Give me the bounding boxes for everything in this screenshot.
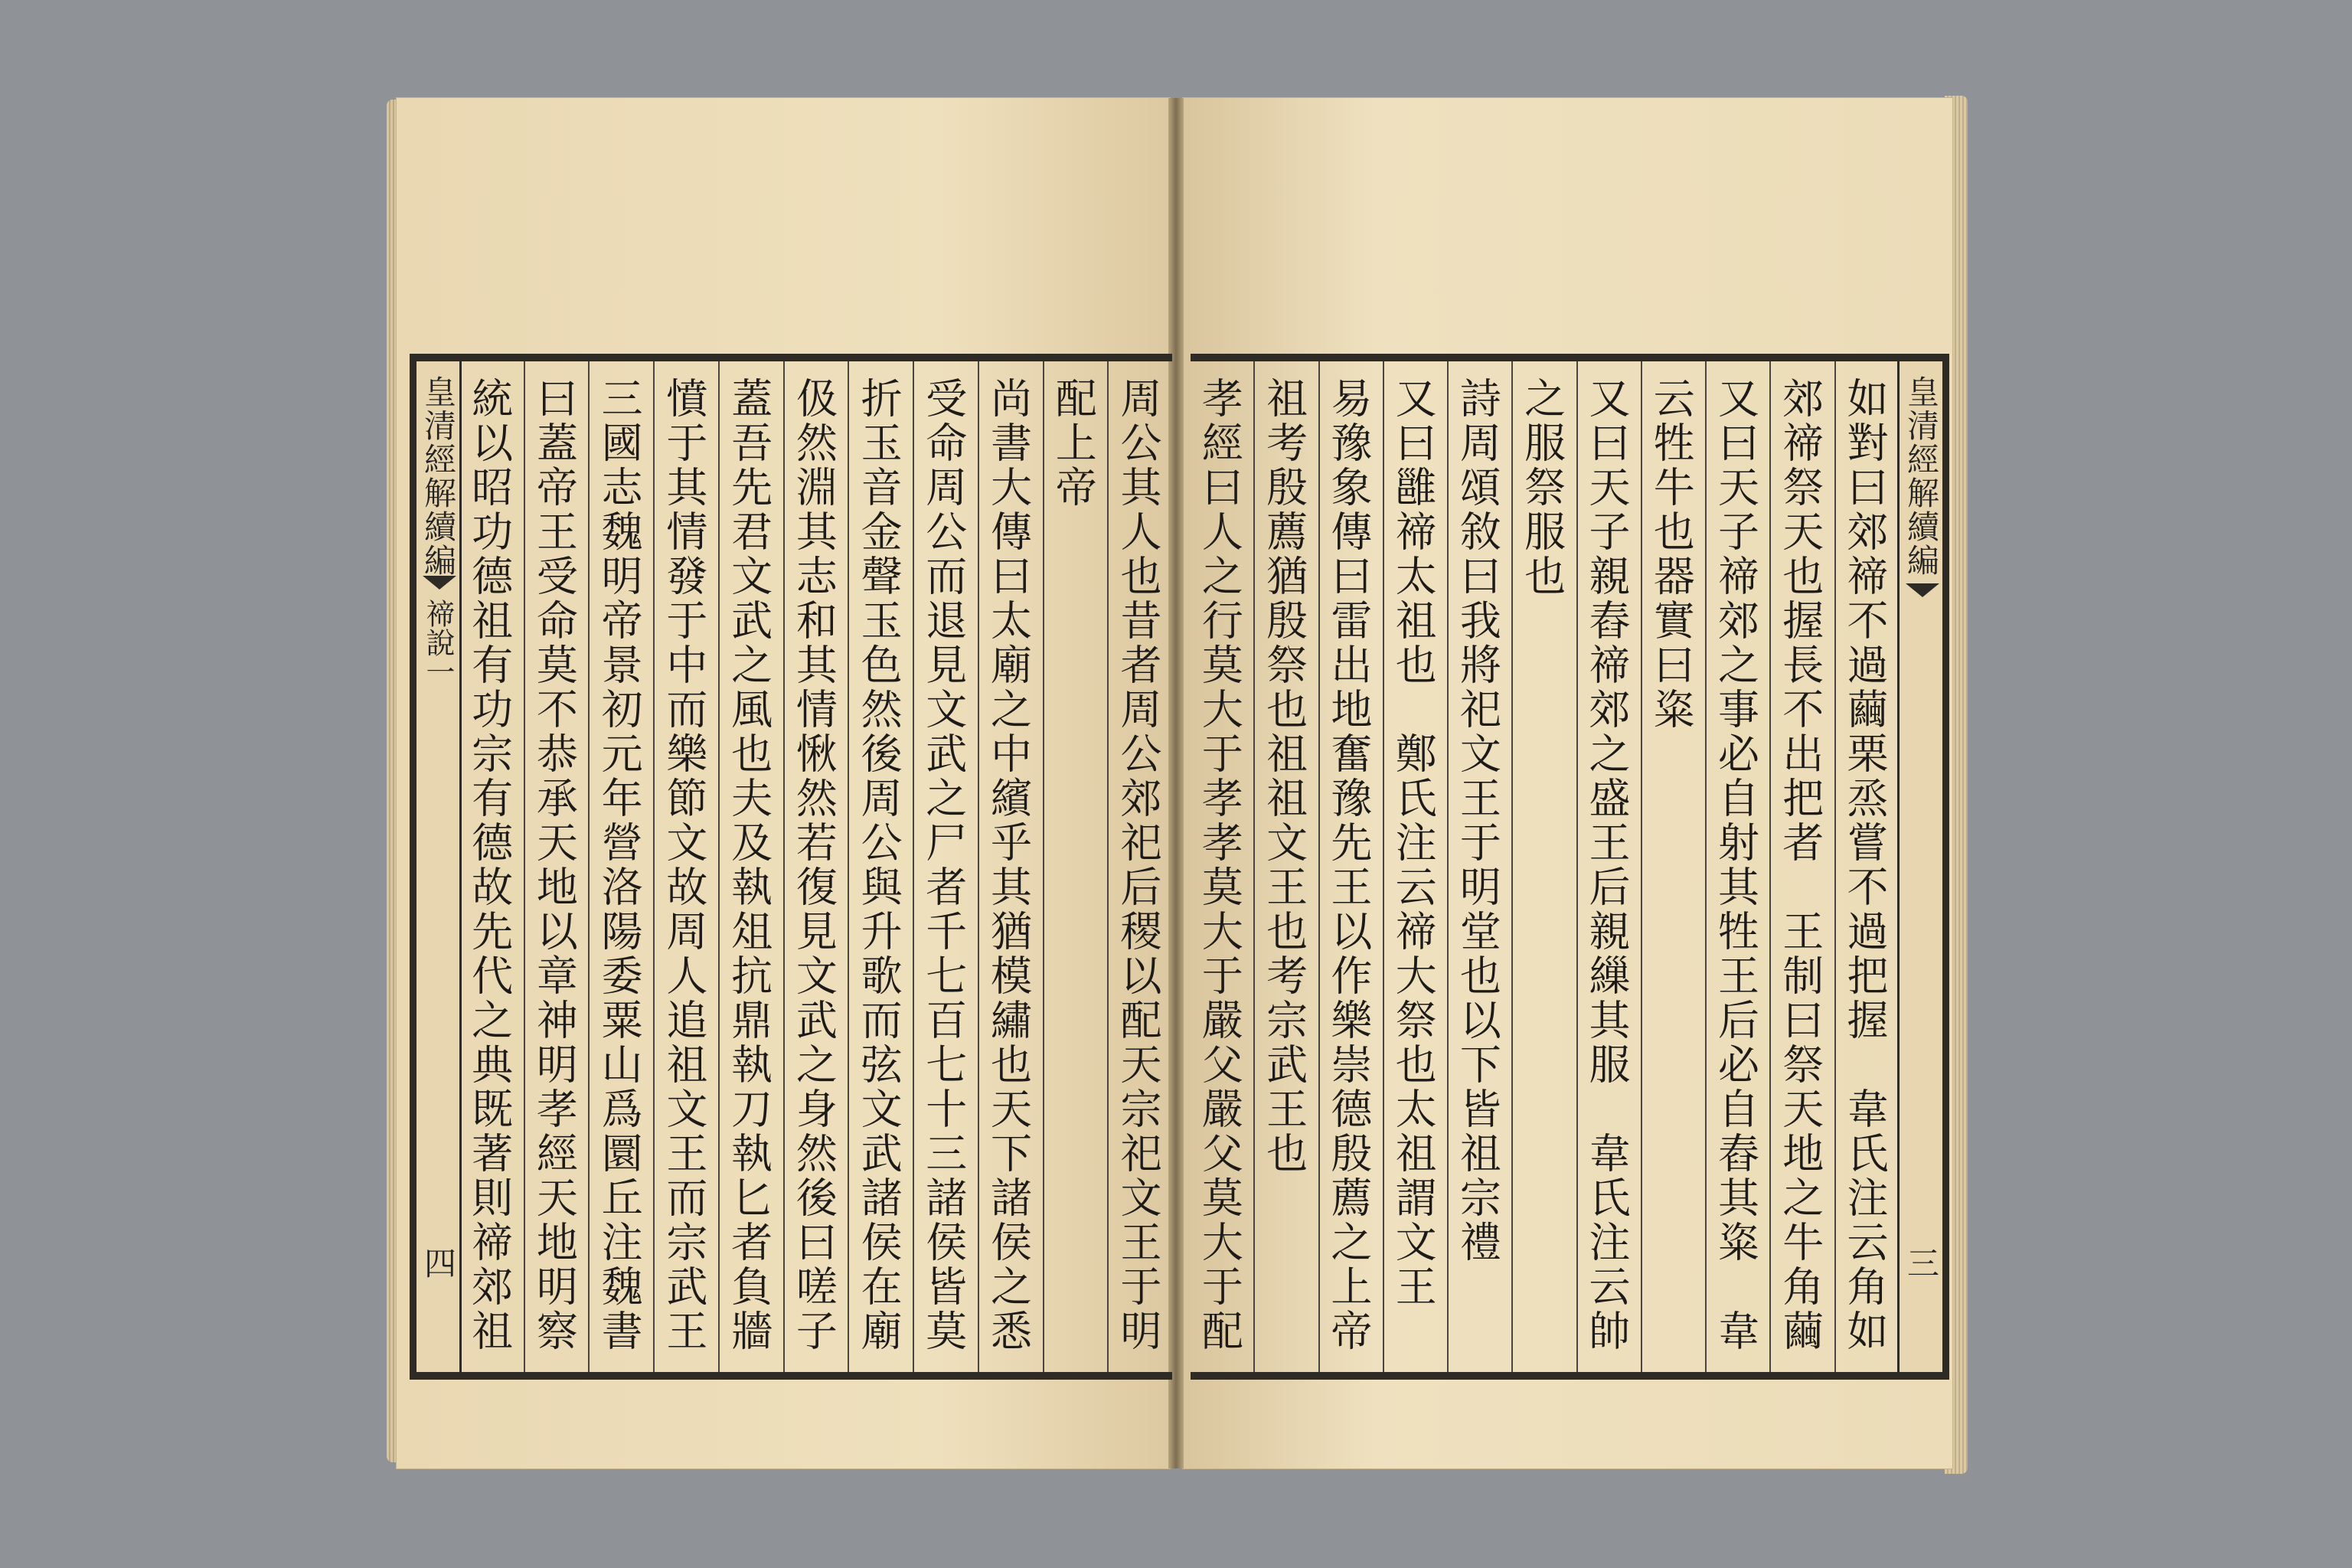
right-page-number: 三 bbox=[1903, 1246, 1940, 1280]
fish-tail-mark bbox=[1906, 583, 1939, 597]
text-column: 伋然淵其志和其情愀然若復見文武之身然後曰嗟子 bbox=[783, 361, 848, 1372]
text-column: 又曰天子親舂禘郊之盛王后親繅其服 韋氏注云帥 bbox=[1576, 361, 1641, 1372]
text-column: 又曰天子禘郊之事必自射其牲王后必自舂其粢 韋 bbox=[1705, 361, 1769, 1372]
text-column: 曰蓋帝王受命莫不恭承天地以章神明孝經天地明察 bbox=[524, 361, 589, 1372]
text-column: 詩周頌敘曰我將祀文王于明堂也以下皆祖宗禮 bbox=[1447, 361, 1511, 1372]
left-text-columns bbox=[460, 361, 1172, 1372]
text-column: 折玉音金聲玉色然後周公與升歌而弦文武諸侯在廟 bbox=[848, 361, 913, 1372]
text-column: 配上帝 bbox=[1043, 361, 1108, 1372]
right-page-frame bbox=[1191, 354, 1949, 1380]
right-text-columns bbox=[1191, 361, 1899, 1372]
text-column: 之服祭服也 bbox=[1511, 361, 1576, 1372]
right-page-heart bbox=[1897, 361, 1945, 1372]
left-page-heart bbox=[414, 361, 462, 1372]
text-column: 受命周公而退見文武之尸者千七百七十三諸侯皆莫 bbox=[913, 361, 978, 1372]
text-column: 孝經曰人之行莫大于孝孝莫大于嚴父嚴父莫大于配 bbox=[1195, 377, 1244, 1354]
text-column: 蓋吾先君文武之風也夫及執俎抗鼎執刀執匕者負牆 bbox=[718, 361, 783, 1372]
text-column: 周公其人也昔者周公郊祀后稷以配天宗祀文王于明 bbox=[1107, 361, 1172, 1372]
text-column: 尚書大傳曰太廟之中繽乎其猶模繡也天下諸侯之悉 bbox=[978, 361, 1043, 1372]
left-heart-title: 皇清經解續編 bbox=[420, 375, 457, 577]
text-column: 統以昭功德祖有功宗有德故先代之典既著則禘郊祖 bbox=[465, 377, 514, 1354]
text-column: 云牲牛也器實曰粢 bbox=[1641, 361, 1705, 1372]
text-column: 如對曰郊禘不過繭栗烝嘗不過把握 韋氏注云角如 bbox=[1834, 361, 1899, 1372]
fish-tail-mark bbox=[423, 576, 456, 590]
left-page-number: 四 bbox=[420, 1246, 457, 1280]
text-column: 祖考殷薦猶殷祭也祖祖文王也考宗武王也 bbox=[1253, 361, 1318, 1372]
text-column: 易豫象傳曰雷出地奮豫先王以作樂崇德殷薦之上帝 bbox=[1318, 361, 1383, 1372]
text-column: 三國志魏明帝景初元年營洛陽委粟山爲圜丘注魏書 bbox=[588, 361, 653, 1372]
left-heart-chapter: 禘說一 bbox=[421, 599, 455, 686]
text-column: 又曰雝禘太祖也 鄭氏注云禘大祭也太祖謂文王 bbox=[1383, 361, 1447, 1372]
text-column: 郊禘祭天也握長不出把者 王制曰祭天地之牛角繭 bbox=[1769, 361, 1834, 1372]
text-column: 憤于其情發于中而樂節文故周人追祖文王而宗武王 bbox=[653, 361, 718, 1372]
right-heart-title: 皇清經解續編 bbox=[1903, 375, 1940, 577]
left-page-frame bbox=[410, 354, 1172, 1380]
